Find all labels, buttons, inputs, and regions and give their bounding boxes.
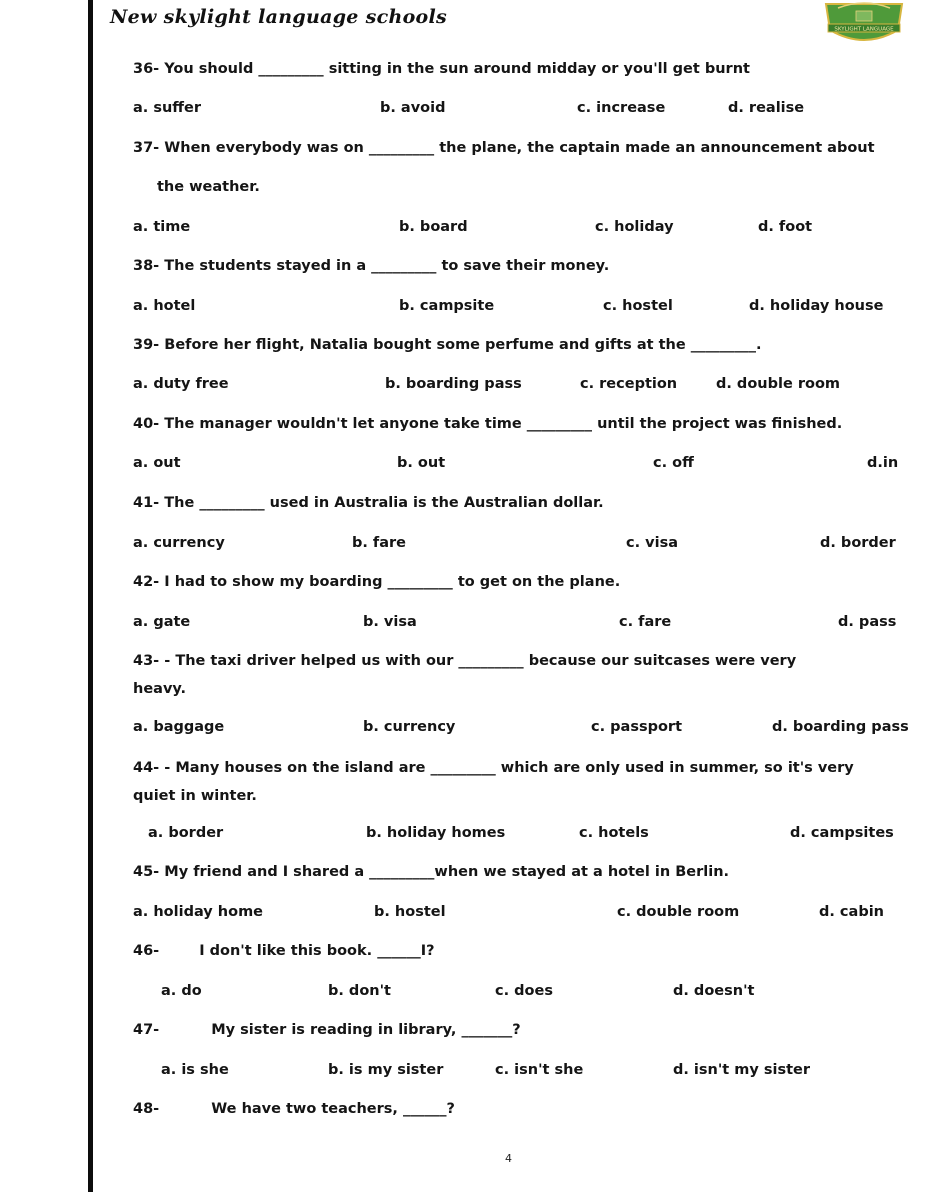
q40-option-d[interactable]: d.in — [867, 455, 899, 471]
school-name-header: New skylight language schools — [110, 6, 448, 28]
q39-option-b[interactable]: b. boarding pass — [385, 376, 522, 392]
page-left-border — [88, 0, 93, 1192]
q41-option-b[interactable]: b. fare — [352, 535, 407, 551]
question-37-continued: the weather. — [157, 179, 260, 195]
q43-option-d[interactable]: d. boarding pass — [772, 719, 909, 735]
q44-option-c[interactable]: c. hotels — [579, 825, 649, 841]
q46-option-a[interactable]: a. do — [161, 983, 202, 999]
q37-option-b[interactable]: b. board — [399, 219, 468, 235]
q40-option-b[interactable]: b. out — [397, 455, 446, 471]
question-44: 44- - Many houses on the island are _________ which are only used in summer, so it's very — [133, 760, 854, 776]
question-44-continued: quiet in winter. — [133, 788, 257, 804]
q38-option-d[interactable]: d. holiday house — [749, 298, 884, 314]
question-41: 41- The _________ used in Australia is the Australian dollar. — [133, 495, 604, 511]
question-38: 38- The students stayed in a _________ to save their money. — [133, 258, 610, 274]
question-43: 43- - The taxi driver helped us with our _________ because our suitcases were very — [133, 653, 797, 669]
q46-option-b[interactable]: b. don't — [328, 983, 391, 999]
q42-option-a[interactable]: a. gate — [133, 614, 191, 630]
q47-option-c[interactable]: c. isn't she — [495, 1062, 584, 1078]
q42-option-d[interactable]: d. pass — [838, 614, 897, 630]
q42-option-c[interactable]: c. fare — [619, 614, 672, 630]
question-37: 37- When everybody was on _________ the plane, the captain made an announcement about — [133, 140, 875, 156]
q37-option-a[interactable]: a. time — [133, 219, 191, 235]
school-logo-icon — [820, 0, 908, 46]
q45-option-d[interactable]: d. cabin — [819, 904, 884, 920]
page-number: 4 — [505, 1152, 512, 1165]
q37-option-d[interactable]: d. foot — [758, 219, 813, 235]
q46-option-c[interactable]: c. does — [495, 983, 553, 999]
q44-option-a[interactable]: a. border — [148, 825, 224, 841]
q36-option-c[interactable]: c. increase — [577, 100, 666, 116]
q39-option-c[interactable]: c. reception — [580, 376, 678, 392]
q41-option-d[interactable]: d. border — [820, 535, 896, 551]
q38-option-b[interactable]: b. campsite — [399, 298, 495, 314]
question-48: 48- We have two teachers, ______? — [133, 1101, 455, 1117]
question-36: 36- You should _________ sitting in the sun around midday or you'll get burnt — [133, 61, 750, 77]
q36-option-a[interactable]: a. suffer — [133, 100, 202, 116]
q38-option-c[interactable]: c. hostel — [603, 298, 673, 314]
question-42: 42- I had to show my boarding _________ to get on the plane. — [133, 574, 621, 590]
q44-option-d[interactable]: d. campsites — [790, 825, 894, 841]
q40-option-c[interactable]: c. off — [653, 455, 694, 471]
q45-option-a[interactable]: a. holiday home — [133, 904, 264, 920]
q41-option-c[interactable]: c. visa — [626, 535, 678, 551]
q42-option-b[interactable]: b. visa — [363, 614, 417, 630]
question-47: 47- My sister is reading in library, _______? — [133, 1022, 521, 1038]
question-45: 45- My friend and I shared a _________when we stayed at a hotel in Berlin. — [133, 864, 730, 880]
q43-option-c[interactable]: c. passport — [591, 719, 683, 735]
question-46: 46- I don't like this book. ______I? — [133, 943, 435, 959]
q43-option-a[interactable]: a. baggage — [133, 719, 225, 735]
q39-option-d[interactable]: d. double room — [716, 376, 841, 392]
q36-option-d[interactable]: d. realise — [728, 100, 805, 116]
logo-text: SKYLIGHT LANGUAGE — [834, 26, 894, 33]
q41-option-a[interactable]: a. currency — [133, 535, 225, 551]
question-40: 40- The manager wouldn't let anyone take time _________ until the project was finished. — [133, 416, 843, 432]
question-43-continued: heavy. — [133, 681, 187, 697]
question-39: 39- Before her flight, Natalia bought some perfume and gifts at the _________. — [133, 337, 762, 353]
q45-option-b[interactable]: b. hostel — [374, 904, 446, 920]
q38-option-a[interactable]: a. hotel — [133, 298, 196, 314]
q40-option-a[interactable]: a. out — [133, 455, 181, 471]
q39-option-a[interactable]: a. duty free — [133, 376, 229, 392]
q44-option-b[interactable]: b. holiday homes — [366, 825, 506, 841]
q43-option-b[interactable]: b. currency — [363, 719, 456, 735]
q47-option-b[interactable]: b. is my sister — [328, 1062, 444, 1078]
q47-option-a[interactable]: a. is she — [161, 1062, 229, 1078]
q36-option-b[interactable]: b. avoid — [380, 100, 446, 116]
q46-option-d[interactable]: d. doesn't — [673, 983, 755, 999]
q37-option-c[interactable]: c. holiday — [595, 219, 674, 235]
q45-option-c[interactable]: c. double room — [617, 904, 740, 920]
q47-option-d[interactable]: d. isn't my sister — [673, 1062, 811, 1078]
